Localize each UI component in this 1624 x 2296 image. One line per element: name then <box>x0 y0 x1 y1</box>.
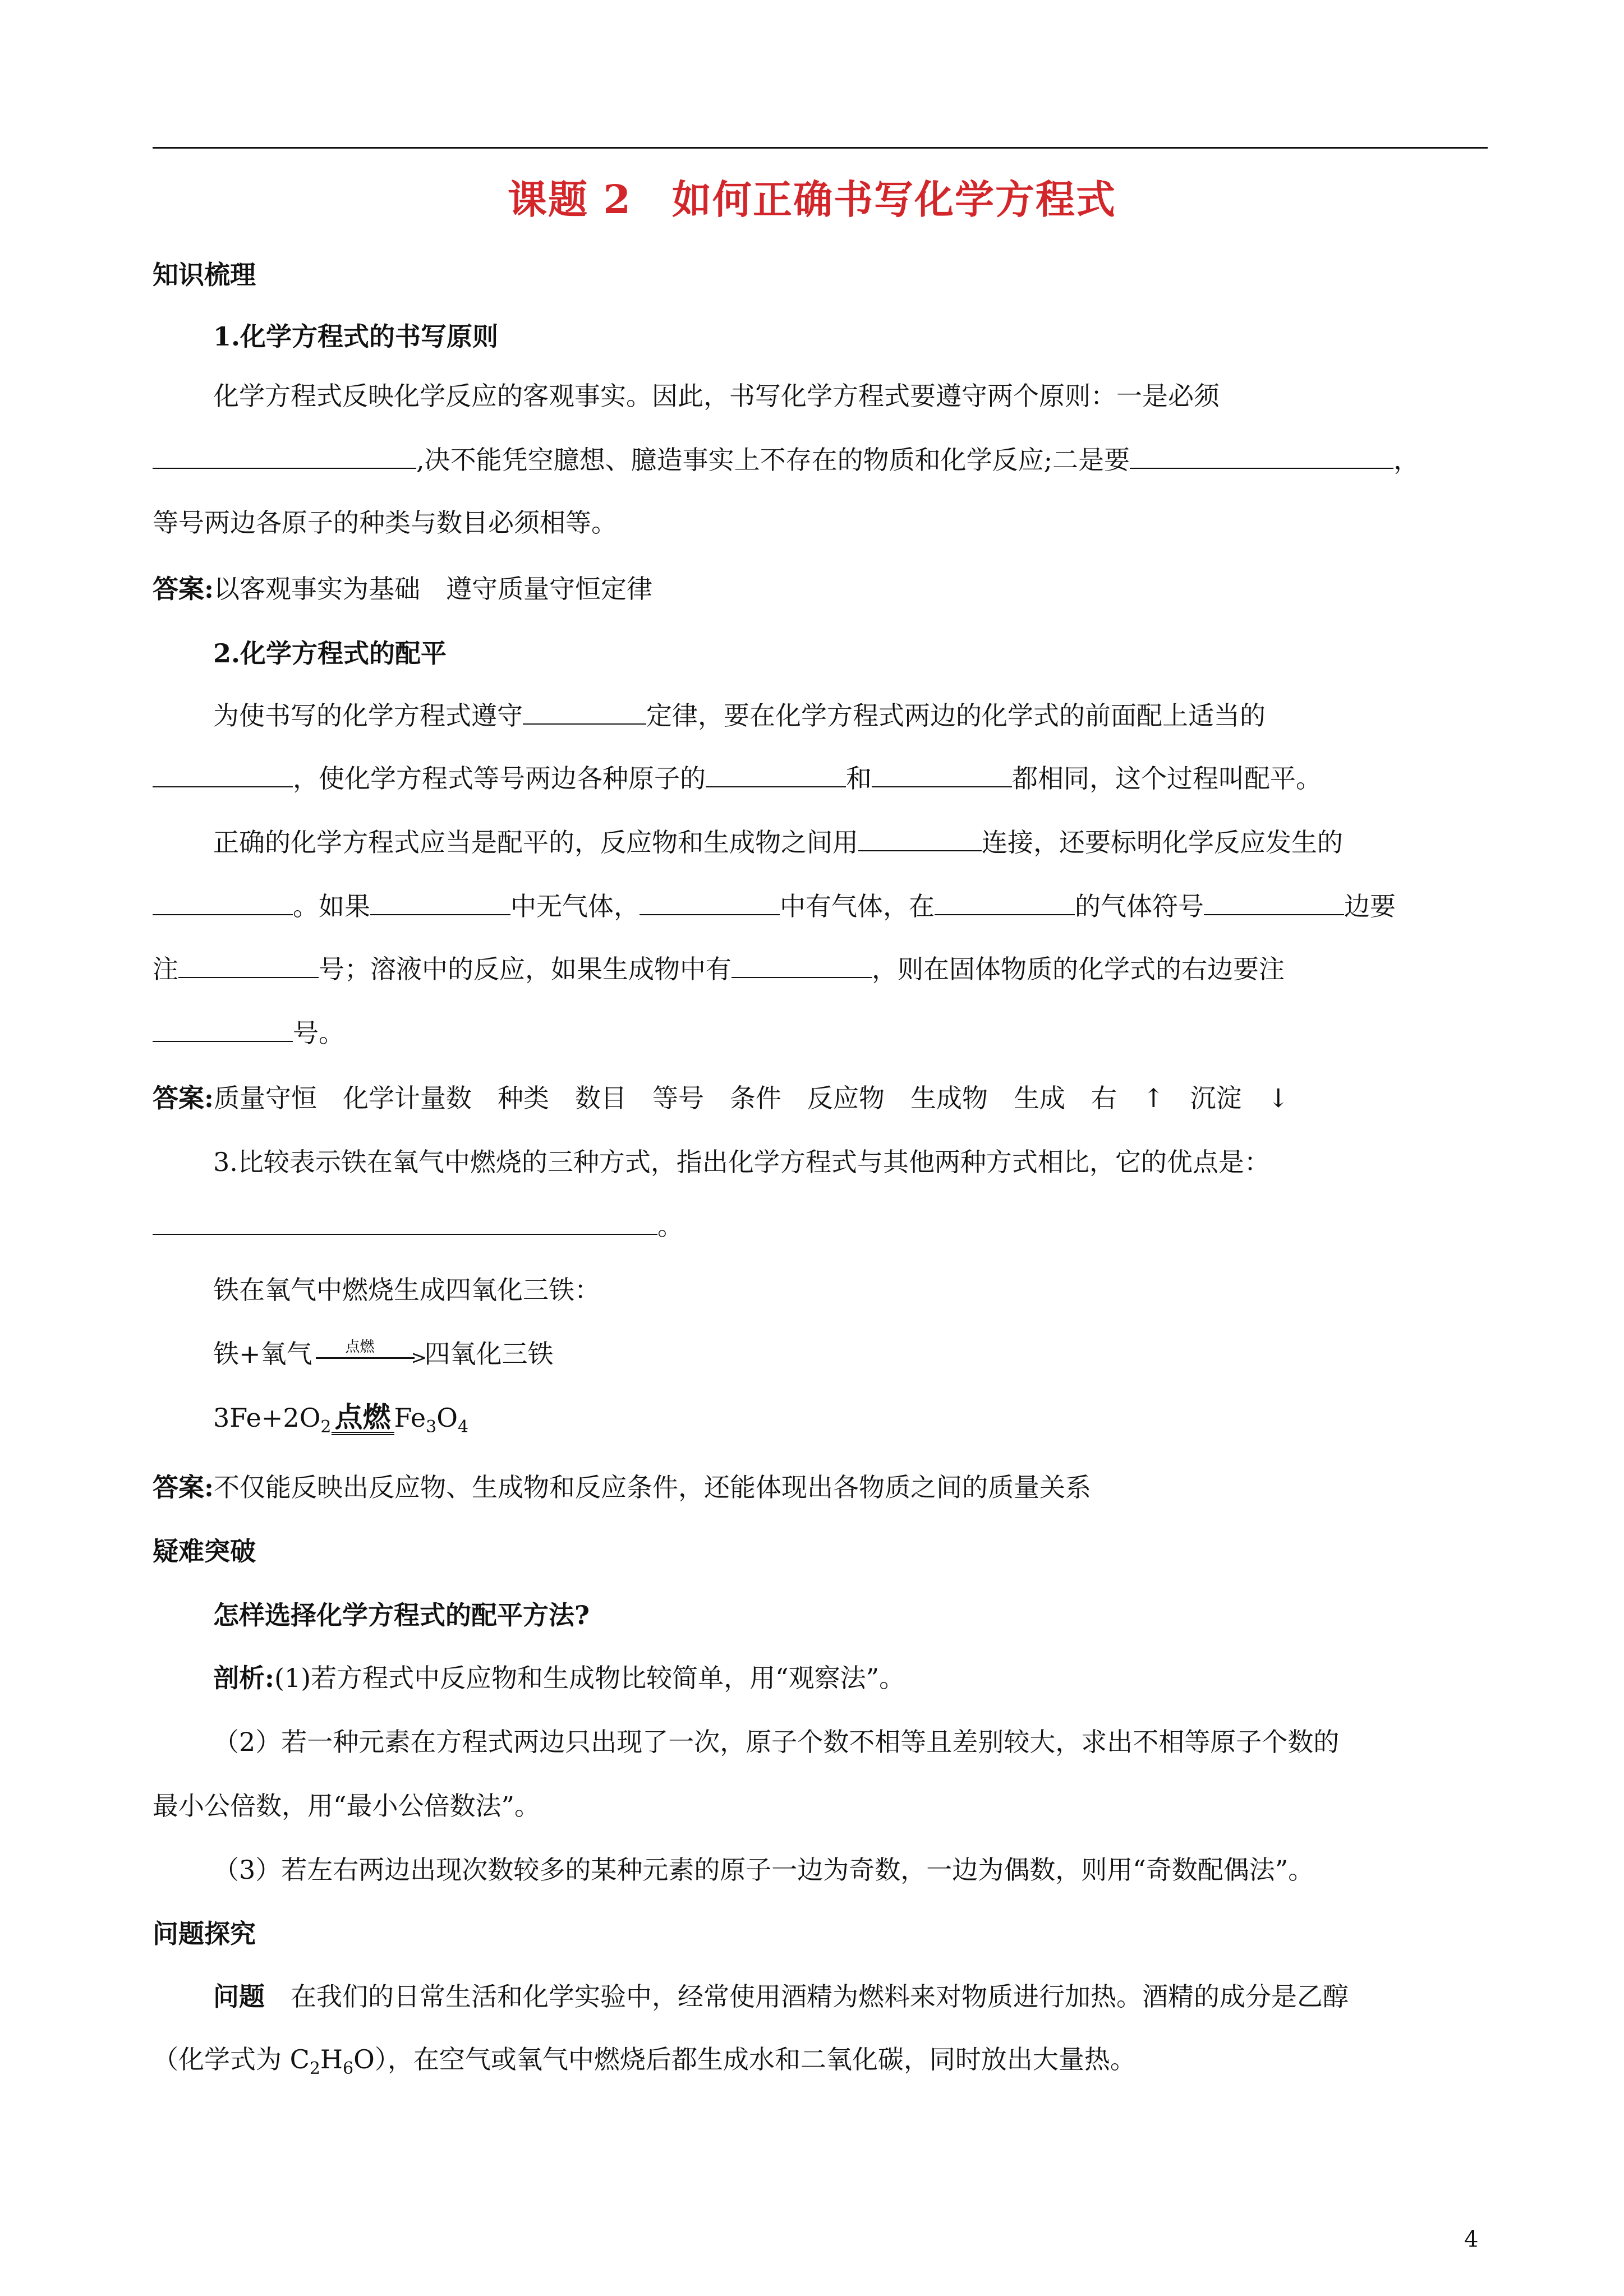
paragraph-line: ，使化学方程式等号两边各种原子的 和 都相同，这个过程叫配平。 <box>153 762 1488 795</box>
fill-blank[interactable] <box>1204 892 1344 915</box>
paragraph-line: 化学方程式反映化学反应的客观事实。因此，书写化学方程式要遵守两个原则：一是必须 <box>213 381 1220 411</box>
subheading-balancing: 2.化学方程式的配平 <box>213 638 447 668</box>
analysis-line: （2）若一种元素在方程式两边只出现了一次，原子个数不相等且差别较大，求出不相等原子个数的 <box>213 1727 1340 1757</box>
paragraph-line: 号。 <box>153 1016 1488 1050</box>
paragraph-line: 为使书写的化学方程式遵守 定律，要在化学方程式两边的化学式的前面配上适当的 <box>213 700 1266 731</box>
section-heading-difficulty: 疑难突破 <box>153 1536 256 1566</box>
answer-label: 答案: <box>153 574 214 604</box>
fill-blank[interactable] <box>640 892 780 915</box>
word-equation: 铁+氧气 点燃 > 四氧化三铁 <box>213 1339 554 1369</box>
answer-label: 答案: <box>153 1083 214 1113</box>
fill-blank[interactable] <box>153 1018 293 1042</box>
paragraph-line: 。 <box>153 1209 1488 1243</box>
problem-line: （化学式为 $C_2H_6O$），在空气或氧气中燃烧后都生成水和二氧化碳，同时放出大量热。 <box>153 2044 1136 2078</box>
section-heading-inquiry: 问题探究 <box>153 1919 256 1949</box>
fill-blank[interactable] <box>153 764 293 787</box>
analysis-line: 剖析:(1)若方程式中反应物和生成物比较简单，用“观察法”。 <box>213 1663 905 1693</box>
answer-text: 以客观事实为基础 遵守质量守恒定律 <box>213 574 652 604</box>
paragraph-line: 铁在氧气中燃烧生成四氧化三铁： <box>213 1275 600 1305</box>
fill-blank[interactable] <box>732 955 872 978</box>
page-number: 4 <box>1464 2226 1479 2252</box>
paragraph-line: 正确的化学方程式应当是配平的，反应物和生成物之间用 连接，还要标明化学反应发生的 <box>213 827 1343 857</box>
fill-blank[interactable] <box>370 892 510 915</box>
reaction-arrow-icon: 点燃 > <box>312 1345 425 1367</box>
fill-blank[interactable] <box>178 955 319 978</box>
chemical-equation: $3Fe+2O_2$ 点燃 $Fe_3O_4$ <box>213 1400 469 1437</box>
fill-blank[interactable] <box>153 1211 657 1235</box>
answer-line <box>153 572 1488 606</box>
fill-blank[interactable] <box>935 892 1075 915</box>
problem-line: 问题 在我们的日常生活和化学实验中，经常使用酒精为燃料来对物质进行加热。酒精的成分是乙醇 <box>213 1981 1349 2012</box>
answer-label: 答案: <box>153 1472 214 1502</box>
section-heading-knowledge: 知识梳理 <box>153 260 256 290</box>
paragraph-line: 注 号；溶液中的反应，如果生成物中有 ，则在固体物质的化学式的右边要注 <box>153 954 1285 984</box>
equals-condition: 点燃 <box>332 1403 394 1435</box>
fill-blank[interactable] <box>706 764 846 787</box>
answer-text: 不仅能反映出反应物、生成物和反应条件，还能体现出各物质之间的质量关系 <box>213 1472 1091 1502</box>
answer-line <box>153 1081 1488 1115</box>
fill-blank[interactable] <box>523 701 646 725</box>
paragraph-line: 等号两边各原子的种类与数目必须相等。 <box>153 508 617 538</box>
paragraph-line: 3.比较表示铁在氧气中燃烧的三种方式，指出化学方程式与其他两种方式相比，它的优点是： <box>213 1147 1270 1177</box>
fill-blank[interactable] <box>153 445 416 469</box>
fill-blank[interactable] <box>153 892 293 915</box>
question-heading: 怎样选择化学方程式的配平方法? <box>213 1600 590 1630</box>
subheading-principles: 1.化学方程式的书写原则 <box>213 321 499 352</box>
paragraph-line: ,决不能凭空臆想、臆造事实上不存在的物质和化学反应;二是要 ， <box>153 443 1488 477</box>
page-title: 课题 2 如何正确书写化学方程式 <box>507 176 1117 223</box>
analysis-line: 最小公倍数，用“最小公倍数法”。 <box>153 1791 541 1821</box>
fill-blank[interactable] <box>858 828 982 851</box>
paragraph-line: 。如果 中无气体， 中有气体，在 的气体符号 边要 <box>153 889 1488 923</box>
fill-blank[interactable] <box>872 764 1012 787</box>
answer-line <box>153 1470 1488 1504</box>
answer-text: 质量守恒 化学计量数 种类 数目 等号 条件 反应物 生成物 生成 右 ↑ 沉淀 ↓ <box>213 1083 1290 1113</box>
header-rule <box>153 147 1488 149</box>
fill-blank[interactable] <box>1130 445 1393 469</box>
analysis-line: （3）若左右两边出现次数较多的某种元素的原子一边为奇数，一边为偶数，则用“奇数配偶法”。 <box>213 1855 1314 1885</box>
